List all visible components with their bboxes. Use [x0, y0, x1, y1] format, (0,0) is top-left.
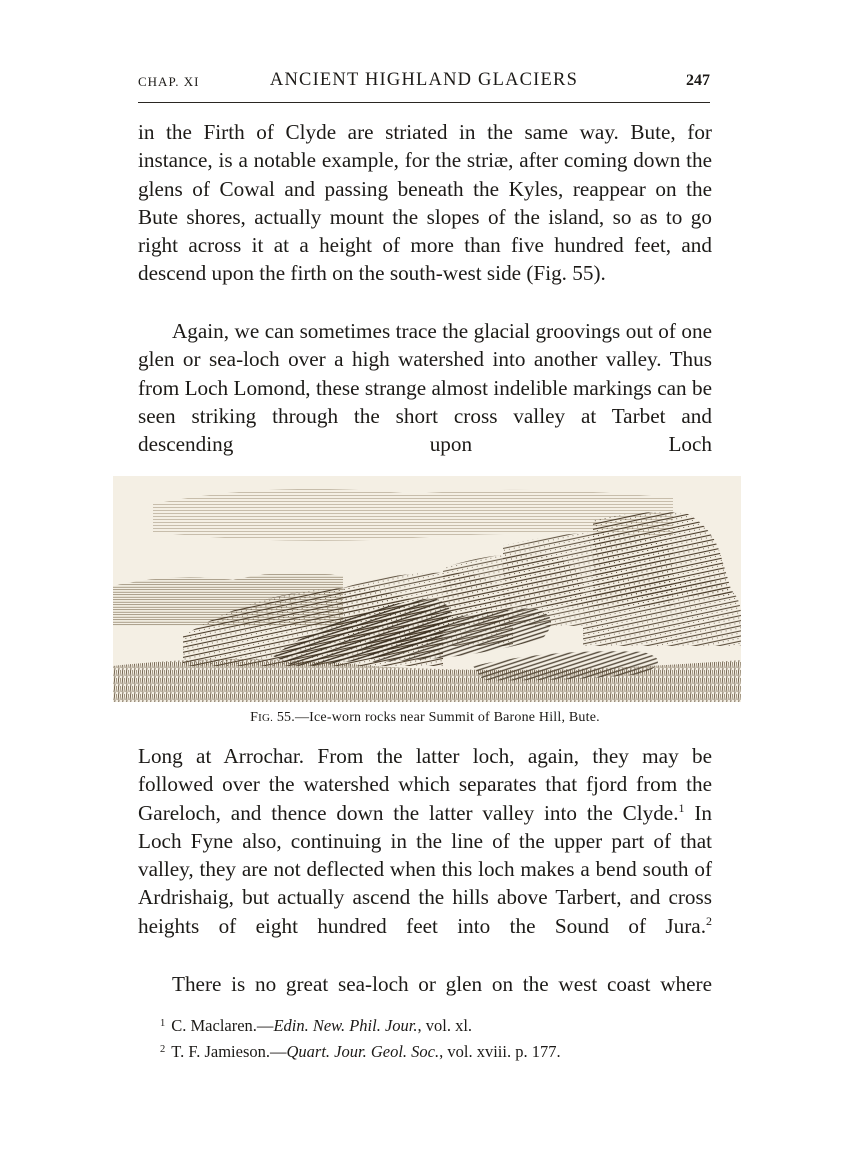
figure-caption [0, 710, 850, 726]
paragraph-1: in the Firth of Clyde are striated in the same way. Bute, for instance, is a notable example, for the striæ, after coming down the glens of Cowal and passing beneath the Kyles, reappear on the Bute shores, actually mount the slopes of the island, so as to go right across it at a height of more than five hundred feet, and descend upon the firth on the south-west side (Fig. 55). [138, 120, 712, 286]
caption-number: 55. [276, 710, 295, 725]
caption-label: FIG. [250, 710, 274, 725]
footnote-ref-2[interactable]: 2 [706, 913, 712, 928]
paragraph-2: Again, we can sometimes trace the glacial groovings out of one glen or sea-loch over a high watershed into another valley. Thus from Loch Lomond, these strange almost indelible markings can be seen striking through the short cross valley at Tarbet and descending upon Loch [138, 319, 712, 457]
paragraph-4: There is no great sea-loch or glen on the west coast where [172, 972, 712, 996]
caption-text: —Ice-worn rocks near Summit of Barone Hill, Bute. [294, 710, 600, 725]
paragraph-3: Long at Arrochar. From the latter loch, again, they may be followed over the watershed which separates that fjord from the Gareloch, and thence down the latter valley into the Clyde.$^1$ In Loch Fyne also, continuing in the line of the upper part of that valley, they are not deflected when this loch makes a bend south of Ardrishaig, but actually ascend the hills above Tarbert, and cross heights of eight hundred feet into the Sound of Jura.$^2$ [138, 744, 713, 938]
footnotes [160, 1012, 720, 1064]
footnote-ref-1[interactable]: 1 [678, 800, 685, 815]
header-rule [138, 102, 710, 103]
running-title: ANCIENT HIGHLAND GLACIERS [269, 70, 579, 90]
footnote-1: $^1$ C. Maclaren.—Edin. New. Phil. Jour., vol. xl. [160, 1016, 473, 1035]
figure-illustration [113, 476, 741, 702]
page-number: 247 [686, 72, 710, 89]
chapter-label: CHAP. XI [138, 74, 200, 89]
ice-worn-rocks-engraving [113, 476, 741, 702]
footnote-2: $^2$ T. F. Jamieson.—Quart. Jour. Geol. Soc., vol. xviii. p. 177. [160, 1042, 561, 1061]
running-header [138, 68, 710, 94]
